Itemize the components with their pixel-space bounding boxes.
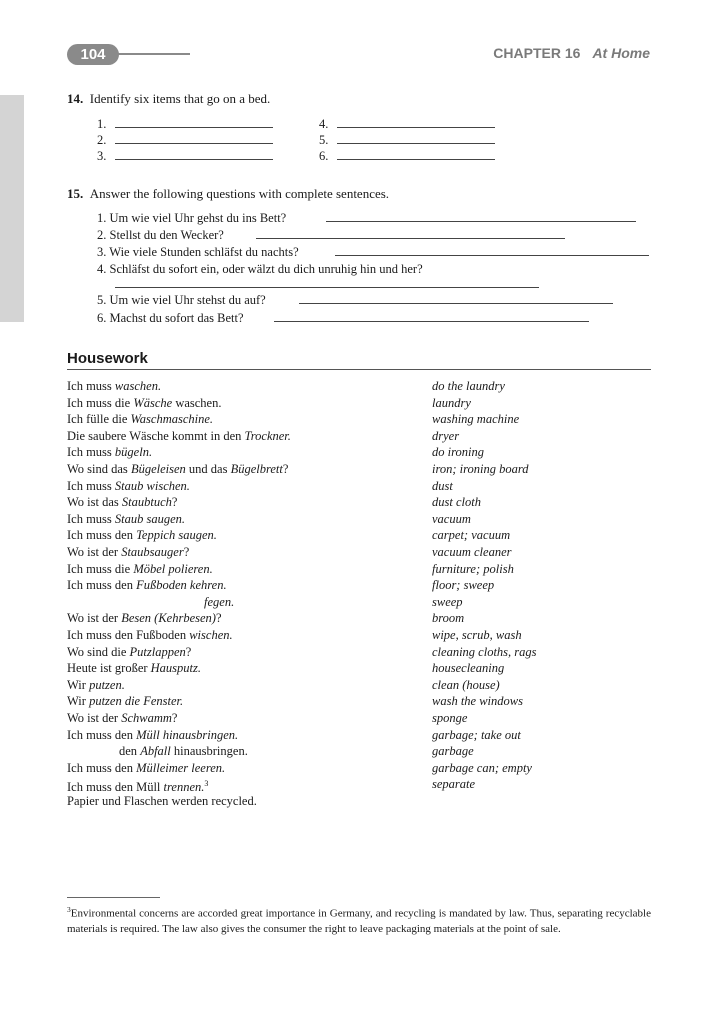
- vocab-term: Staubtuch: [121, 495, 172, 509]
- vocab-english-24: garbage can; empty: [432, 761, 532, 775]
- header-rule: [116, 53, 190, 55]
- vocab-german-21: [67, 710, 177, 726]
- vocab-english-22: garbage; take out: [432, 728, 521, 742]
- vocab-text: Ich muss den Fußboden: [67, 628, 190, 642]
- vocab-german-2: [67, 395, 221, 411]
- vocab-term: Besen (Kehrbesen): [121, 611, 216, 625]
- vocab-term: waschen.: [114, 379, 162, 393]
- section-title: Housework: [67, 350, 148, 367]
- vocab-term: Staub saugen.: [114, 512, 186, 526]
- vocab-english-5: do ironing: [432, 445, 484, 459]
- vocab-german-16: [67, 627, 233, 643]
- vocab-text: Ich muss den: [67, 761, 137, 775]
- vocab-german-23: [67, 743, 248, 759]
- vocab-term: Putzlappen: [129, 645, 186, 659]
- vocab-text: Papier und Flaschen werden recycled.: [67, 794, 257, 808]
- vocab-english-18: housecleaning: [432, 661, 505, 675]
- vocab-text: Wo ist der: [67, 545, 122, 559]
- vocab-english-10: carpet; vacuum: [432, 528, 511, 542]
- q15-item-2: 2. Stellst du den Wecker?: [97, 228, 224, 242]
- vocab-term: Wäsche: [133, 396, 173, 410]
- vocab-english-2: laundry: [432, 396, 471, 410]
- vocab-german-10: [67, 527, 217, 543]
- question-15: [67, 186, 389, 202]
- q15-item-6: 6. Machst du sofort das Bett?: [97, 311, 244, 325]
- vocab-text: Ich muss den Müll: [67, 780, 164, 795]
- q15-answer-line-2[interactable]: [256, 238, 565, 239]
- vocab-german-1: [67, 378, 161, 394]
- vocab-german-8: [67, 494, 177, 510]
- vocab-text: Wo ist der: [67, 611, 122, 625]
- vocab-german-11: [67, 544, 189, 560]
- vocab-english-4: dryer: [432, 429, 460, 443]
- vocab-text: ?: [185, 645, 192, 659]
- vocab-text: Ich muss den: [67, 728, 137, 742]
- vocab-text: Ich muss: [67, 512, 115, 526]
- footnote-reference[interactable]: 3: [204, 779, 209, 788]
- vocab-german-7: [67, 478, 190, 494]
- q14-answer-line-4[interactable]: [337, 127, 495, 128]
- vocab-english-19: clean (house): [432, 678, 500, 692]
- vocab-english-16: wipe, scrub, wash: [432, 628, 522, 642]
- vocab-german-12: [67, 561, 213, 577]
- q14-item-1: 1.: [97, 117, 107, 131]
- chapter-label: CHAPTER 16: [493, 45, 581, 61]
- vocab-term: wischen.: [189, 628, 233, 642]
- vocab-term: Möbel polieren.: [133, 562, 213, 576]
- question-15-prompt: Answer the following questions with complete sentences.: [89, 186, 390, 201]
- vocab-text: ?: [171, 495, 178, 509]
- vocab-text: Wir: [67, 694, 90, 708]
- vocab-term: Staub wischen.: [114, 479, 190, 493]
- vocab-text: Ich fülle die: [67, 412, 131, 426]
- vocab-text: Wo sind das: [67, 462, 131, 476]
- vocab-german-20: [67, 693, 183, 709]
- vocab-term: putzen.: [89, 678, 125, 692]
- vocab-english-11: vacuum cleaner: [432, 545, 512, 559]
- q15-answer-line-4[interactable]: [115, 287, 539, 288]
- vocab-text: ?: [282, 462, 289, 476]
- vocab-term: Müll hinausbringen.: [136, 728, 239, 742]
- q14-answer-line-3[interactable]: [115, 159, 273, 160]
- q15-item-4: 4. Schläfst du sofort ein, oder wälzt du dich unruhig hin und her?: [97, 262, 423, 276]
- vocab-german-18: [67, 660, 201, 676]
- vocab-german-6: [67, 461, 288, 477]
- q14-answer-line-5[interactable]: [337, 143, 495, 144]
- vocab-text: Die saubere Wäsche kommt in den: [67, 429, 245, 443]
- vocab-german-4: [67, 428, 291, 444]
- vocab-english-12: furniture; polish: [432, 562, 514, 576]
- q15-answer-line-3[interactable]: [335, 255, 649, 256]
- question-15-number: 15.: [67, 186, 84, 201]
- vocab-term: Teppich saugen.: [136, 528, 217, 542]
- vocab-term: Fußboden kehren.: [136, 578, 227, 592]
- vocab-german-15: [67, 610, 222, 626]
- vocab-english-9: vacuum: [432, 512, 471, 526]
- footnote-text: Environmental concerns are accorded great importance in Germany, and recycling is mandated by law. Thus, separating recyclable materials is required. The law also gives the consumer the right to leave packaging materials at the point of sale.: [67, 907, 651, 936]
- vocab-german-9: [67, 511, 185, 527]
- vocab-english-17: cleaning cloths, rags: [432, 645, 537, 659]
- question-14-number: 14.: [67, 91, 84, 106]
- q14-answer-line-2[interactable]: [115, 143, 273, 144]
- vocab-text: Ich muss den: [67, 578, 137, 592]
- vocab-english-3: washing machine: [432, 412, 520, 426]
- q14-item-3: 3.: [97, 149, 107, 163]
- vocab-german-13: [67, 577, 227, 593]
- q15-item-3: 3. Wie viele Stunden schläfst du nachts?: [97, 245, 299, 259]
- vocab-german-5: [67, 444, 152, 460]
- vocab-german-3: [67, 411, 213, 427]
- q15-item-1: 1. Um wie viel Uhr gehst du ins Bett?: [97, 211, 287, 225]
- vocab-text: Wo ist das: [67, 495, 122, 509]
- q14-item-6: 6.: [319, 149, 329, 163]
- vocab-english-23: garbage: [432, 744, 474, 758]
- vocab-text: Heute ist großer: [67, 661, 151, 675]
- vocab-english-7: dust: [432, 479, 453, 493]
- vocab-text: und das: [185, 462, 231, 476]
- vocab-german-22: [67, 727, 238, 743]
- vocab-english-14: sweep: [432, 595, 463, 609]
- vocab-text: ?: [215, 611, 222, 625]
- vocab-english-21: sponge: [432, 711, 468, 725]
- vocab-german-17: [67, 644, 191, 660]
- vocab-term: Trockner.: [244, 429, 291, 443]
- vocab-text: Wir: [67, 678, 90, 692]
- footnote-marker: 3: [67, 905, 71, 914]
- vocab-english-8: dust cloth: [432, 495, 481, 509]
- vocab-term: putzen die Fenster.: [89, 694, 184, 708]
- vocab-english-1: do the laundry: [432, 379, 505, 393]
- q14-item-5: 5.: [319, 133, 329, 147]
- vocab-text: den: [119, 744, 141, 758]
- q14-answer-line-6[interactable]: [337, 159, 495, 160]
- vocab-term: bügeln.: [114, 445, 153, 459]
- vocab-text: Wo ist der: [67, 711, 122, 725]
- vocab-term: Bügelbrett: [230, 462, 283, 476]
- footnote-rule: [67, 897, 160, 898]
- vocab-text: Ich muss: [67, 445, 115, 459]
- q14-item-4: 4.: [319, 117, 329, 131]
- page-number: 104: [67, 44, 119, 65]
- vocab-english-15: broom: [432, 611, 465, 625]
- vocab-term: Bügeleisen: [130, 462, 186, 476]
- page-edge-tab: [0, 95, 24, 322]
- vocab-text: Ich muss: [67, 379, 115, 393]
- vocab-text: Ich muss den: [67, 528, 137, 542]
- chapter-title: At Home: [592, 45, 650, 61]
- vocab-english-13: floor; sweep: [432, 578, 495, 592]
- section-rule: [67, 369, 651, 370]
- question-14: [67, 91, 270, 107]
- q15-answer-line-5[interactable]: [299, 303, 613, 304]
- vocab-german-14: [67, 594, 234, 610]
- q15-item-5: 5. Um wie viel Uhr stehst du auf?: [97, 293, 266, 307]
- vocab-text: Ich muss die: [67, 562, 134, 576]
- vocab-english-6: iron; ironing board: [432, 462, 529, 476]
- vocab-term: Abfall: [140, 744, 171, 758]
- footnote: [67, 902, 651, 938]
- vocab-english-25: separate: [432, 777, 476, 791]
- q15-answer-line-1[interactable]: [326, 221, 636, 222]
- vocab-text: Wo sind die: [67, 645, 130, 659]
- vocab-english-20: wash the windows: [432, 694, 523, 708]
- vocab-text: ?: [183, 545, 190, 559]
- vocab-term: Waschmaschine.: [130, 412, 214, 426]
- vocab-german-19: [67, 677, 125, 693]
- vocab-text: Ich muss die: [67, 396, 134, 410]
- vocab-term: Schwamm: [121, 711, 172, 725]
- vocab-term: Staubsauger: [121, 545, 184, 559]
- vocab-term: fegen.: [204, 595, 235, 609]
- vocab-german-24: [67, 760, 225, 776]
- vocab-text: hinausbringen.: [170, 744, 248, 758]
- vocab-term: Hausputz.: [150, 661, 202, 675]
- question-14-prompt: Identify six items that go on a bed.: [89, 91, 271, 106]
- q14-answer-line-1[interactable]: [115, 127, 273, 128]
- chapter-heading: [493, 45, 650, 61]
- vocab-term: Mülleimer leeren.: [136, 761, 226, 775]
- q15-answer-line-6[interactable]: [274, 321, 589, 322]
- vocab-text: ?: [171, 711, 178, 725]
- vocab-term: trennen.: [163, 780, 205, 795]
- q14-item-2: 2.: [97, 133, 107, 147]
- vocab-german-26: [67, 793, 257, 809]
- vocab-text: waschen.: [172, 396, 222, 410]
- vocab-text: Ich muss: [67, 479, 115, 493]
